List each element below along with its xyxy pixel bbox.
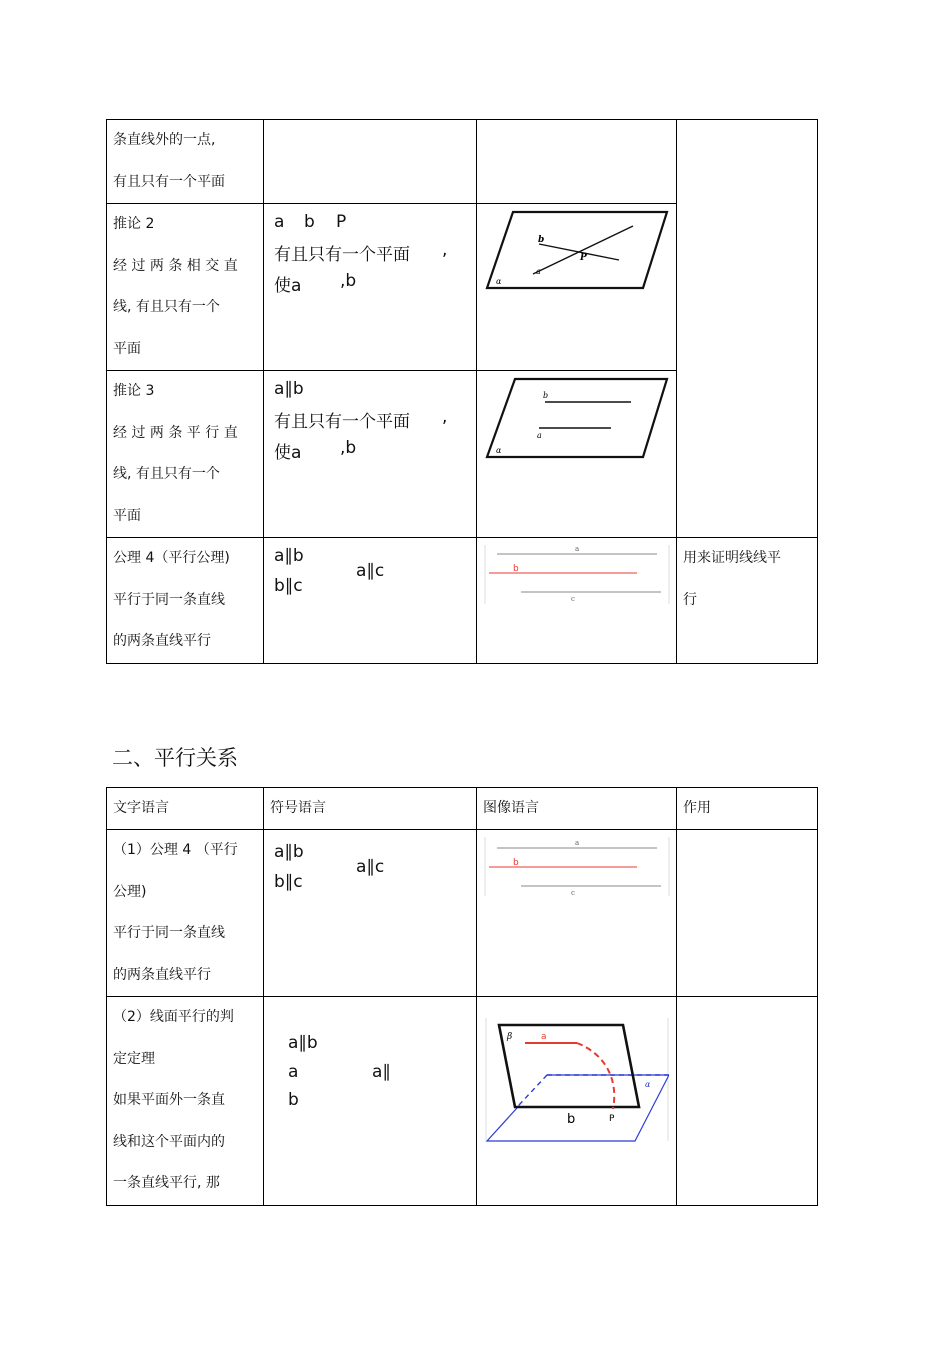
label-a: a: [541, 1032, 547, 1042]
text-line: 推论 3: [113, 383, 155, 399]
text-line: 公理): [113, 883, 147, 900]
three-parallel-lines-figure: [483, 544, 671, 606]
figure-cell: [477, 538, 677, 664]
text-cell: [107, 371, 264, 538]
text-line: 如果平面外一条直: [113, 1092, 225, 1108]
text-line: 定定理: [113, 1050, 155, 1067]
parallel-lines-plane-figure: [483, 375, 671, 461]
text-cell: [107, 538, 264, 664]
text-line: 条直线外的一点,: [113, 132, 216, 148]
plane-parallelogram: [487, 379, 667, 457]
text-line: 行: [683, 591, 697, 608]
a-parallel-c: a∥c: [356, 857, 385, 877]
label-a: a: [536, 267, 541, 276]
table-row: [107, 997, 818, 1206]
label-p: P: [580, 253, 587, 263]
text-cell: [107, 204, 264, 371]
symbol-a: a: [288, 1062, 299, 1082]
plane-parallelogram: [487, 212, 667, 288]
label-b: b: [543, 391, 549, 400]
text-cell: [107, 997, 264, 1206]
use-cell: [677, 120, 818, 538]
projection-arc: [577, 1043, 614, 1109]
text-line: 线, 有且只有一个: [113, 299, 220, 315]
figure-cell: [477, 830, 677, 997]
symbol-cell: [264, 204, 477, 371]
text-line: 有且只有一个平面: [113, 173, 225, 190]
text-line: （2）线面平行的判: [113, 1009, 234, 1025]
text-line: 的两条直线平行: [113, 633, 211, 649]
use-cell: [677, 830, 818, 997]
label-a: a: [575, 545, 580, 553]
text-line: （1）公理 4 （平行: [113, 842, 238, 858]
symbol-cell: [264, 371, 477, 538]
label-a: a: [537, 431, 542, 440]
unique-plane-text: 有且只有一个平面: [274, 412, 410, 432]
table-row: [107, 830, 818, 997]
header-symbol-language: 符号语言: [270, 800, 326, 816]
figure-cell: [477, 371, 677, 538]
comma: ,: [442, 240, 448, 260]
a-parallel-c: a∥c: [356, 561, 385, 581]
text-line: 用来证明线线平: [683, 550, 781, 566]
axioms-table: [106, 119, 818, 664]
text-line: 平行于同一条直线: [113, 591, 225, 608]
header-image-language: 图像语言: [483, 800, 539, 816]
table-row: [107, 538, 818, 664]
label-b: b: [513, 564, 519, 574]
text-line: 平面: [113, 340, 141, 357]
a-parallel-b: a∥b: [288, 1033, 318, 1053]
figure-cell: [477, 997, 677, 1206]
use-cell: [677, 538, 818, 664]
use-cell: [677, 997, 818, 1206]
a-parallel-b: a∥b: [274, 379, 304, 399]
label-b: b: [513, 858, 519, 868]
text-line: 经 过 两 条 相 交 直: [113, 257, 238, 274]
label-b: b: [567, 1112, 576, 1127]
plane-beta: [499, 1025, 639, 1107]
text-line: 经 过 两 条 平 行 直: [113, 424, 238, 441]
header-text-language: 文字语言: [113, 800, 169, 816]
a-parallel: a∥: [372, 1062, 391, 1082]
symbol-cell: [264, 538, 477, 664]
a-parallel-b: a∥b: [274, 842, 304, 862]
text-cell: [107, 830, 264, 997]
symbol-cell: [264, 997, 477, 1206]
text-line: 线, 有且只有一个: [113, 466, 220, 482]
parallel-relations-table: [106, 787, 818, 1206]
text-line: 公理 4（平行公理): [113, 550, 230, 566]
such-that-a: 使a: [274, 443, 302, 463]
text-line: 平面: [113, 507, 141, 524]
header-cell: [477, 788, 677, 830]
section-heading: 二、平行关系: [112, 746, 238, 770]
figure-cell: [477, 204, 677, 371]
header-cell: [107, 788, 264, 830]
label-b: b: [538, 235, 545, 245]
such-that-b: ,b: [340, 271, 357, 291]
text-line: 线和这个平面内的: [113, 1133, 225, 1150]
header-use: 作用: [683, 800, 711, 816]
such-that-b: ,b: [340, 438, 357, 458]
symbol-b: b: [304, 212, 315, 232]
label-alpha: α: [496, 446, 502, 455]
text-line: 一条直线平行, 那: [113, 1175, 220, 1191]
text-line: 平行于同一条直线: [113, 925, 225, 941]
figure-cell: [477, 120, 677, 204]
intersecting-lines-plane-figure: [483, 208, 671, 292]
three-parallel-lines-figure: [483, 836, 671, 898]
label-alpha: α: [496, 277, 502, 286]
text-line: 推论 2: [113, 216, 155, 232]
header-cell: [264, 788, 477, 830]
such-that-a: 使a: [274, 276, 302, 296]
label-c: c: [571, 889, 575, 897]
label-c: c: [571, 595, 575, 603]
table-row: [107, 120, 818, 204]
text-line: 的两条直线平行: [113, 966, 211, 983]
symbol-cell: [264, 830, 477, 997]
symbol-p: P: [336, 212, 347, 232]
label-alpha: α: [645, 1080, 651, 1089]
symbol-b: b: [288, 1090, 299, 1110]
label-a: a: [575, 839, 580, 847]
symbol-a: a: [274, 212, 285, 232]
symbol-cell: [264, 120, 477, 204]
header-row: [107, 788, 818, 830]
a-parallel-b: a∥b: [274, 546, 304, 566]
line-plane-parallel-figure: [485, 1017, 669, 1143]
text-cell: [107, 120, 264, 204]
label-p: P: [609, 1114, 615, 1124]
header-cell: [677, 788, 818, 830]
label-beta: β: [507, 1032, 513, 1042]
b-parallel-c: b∥c: [274, 872, 303, 892]
b-parallel-c: b∥c: [274, 576, 303, 596]
line-a: [533, 226, 633, 274]
comma: ,: [442, 407, 448, 427]
unique-plane-text: 有且只有一个平面: [274, 245, 410, 265]
